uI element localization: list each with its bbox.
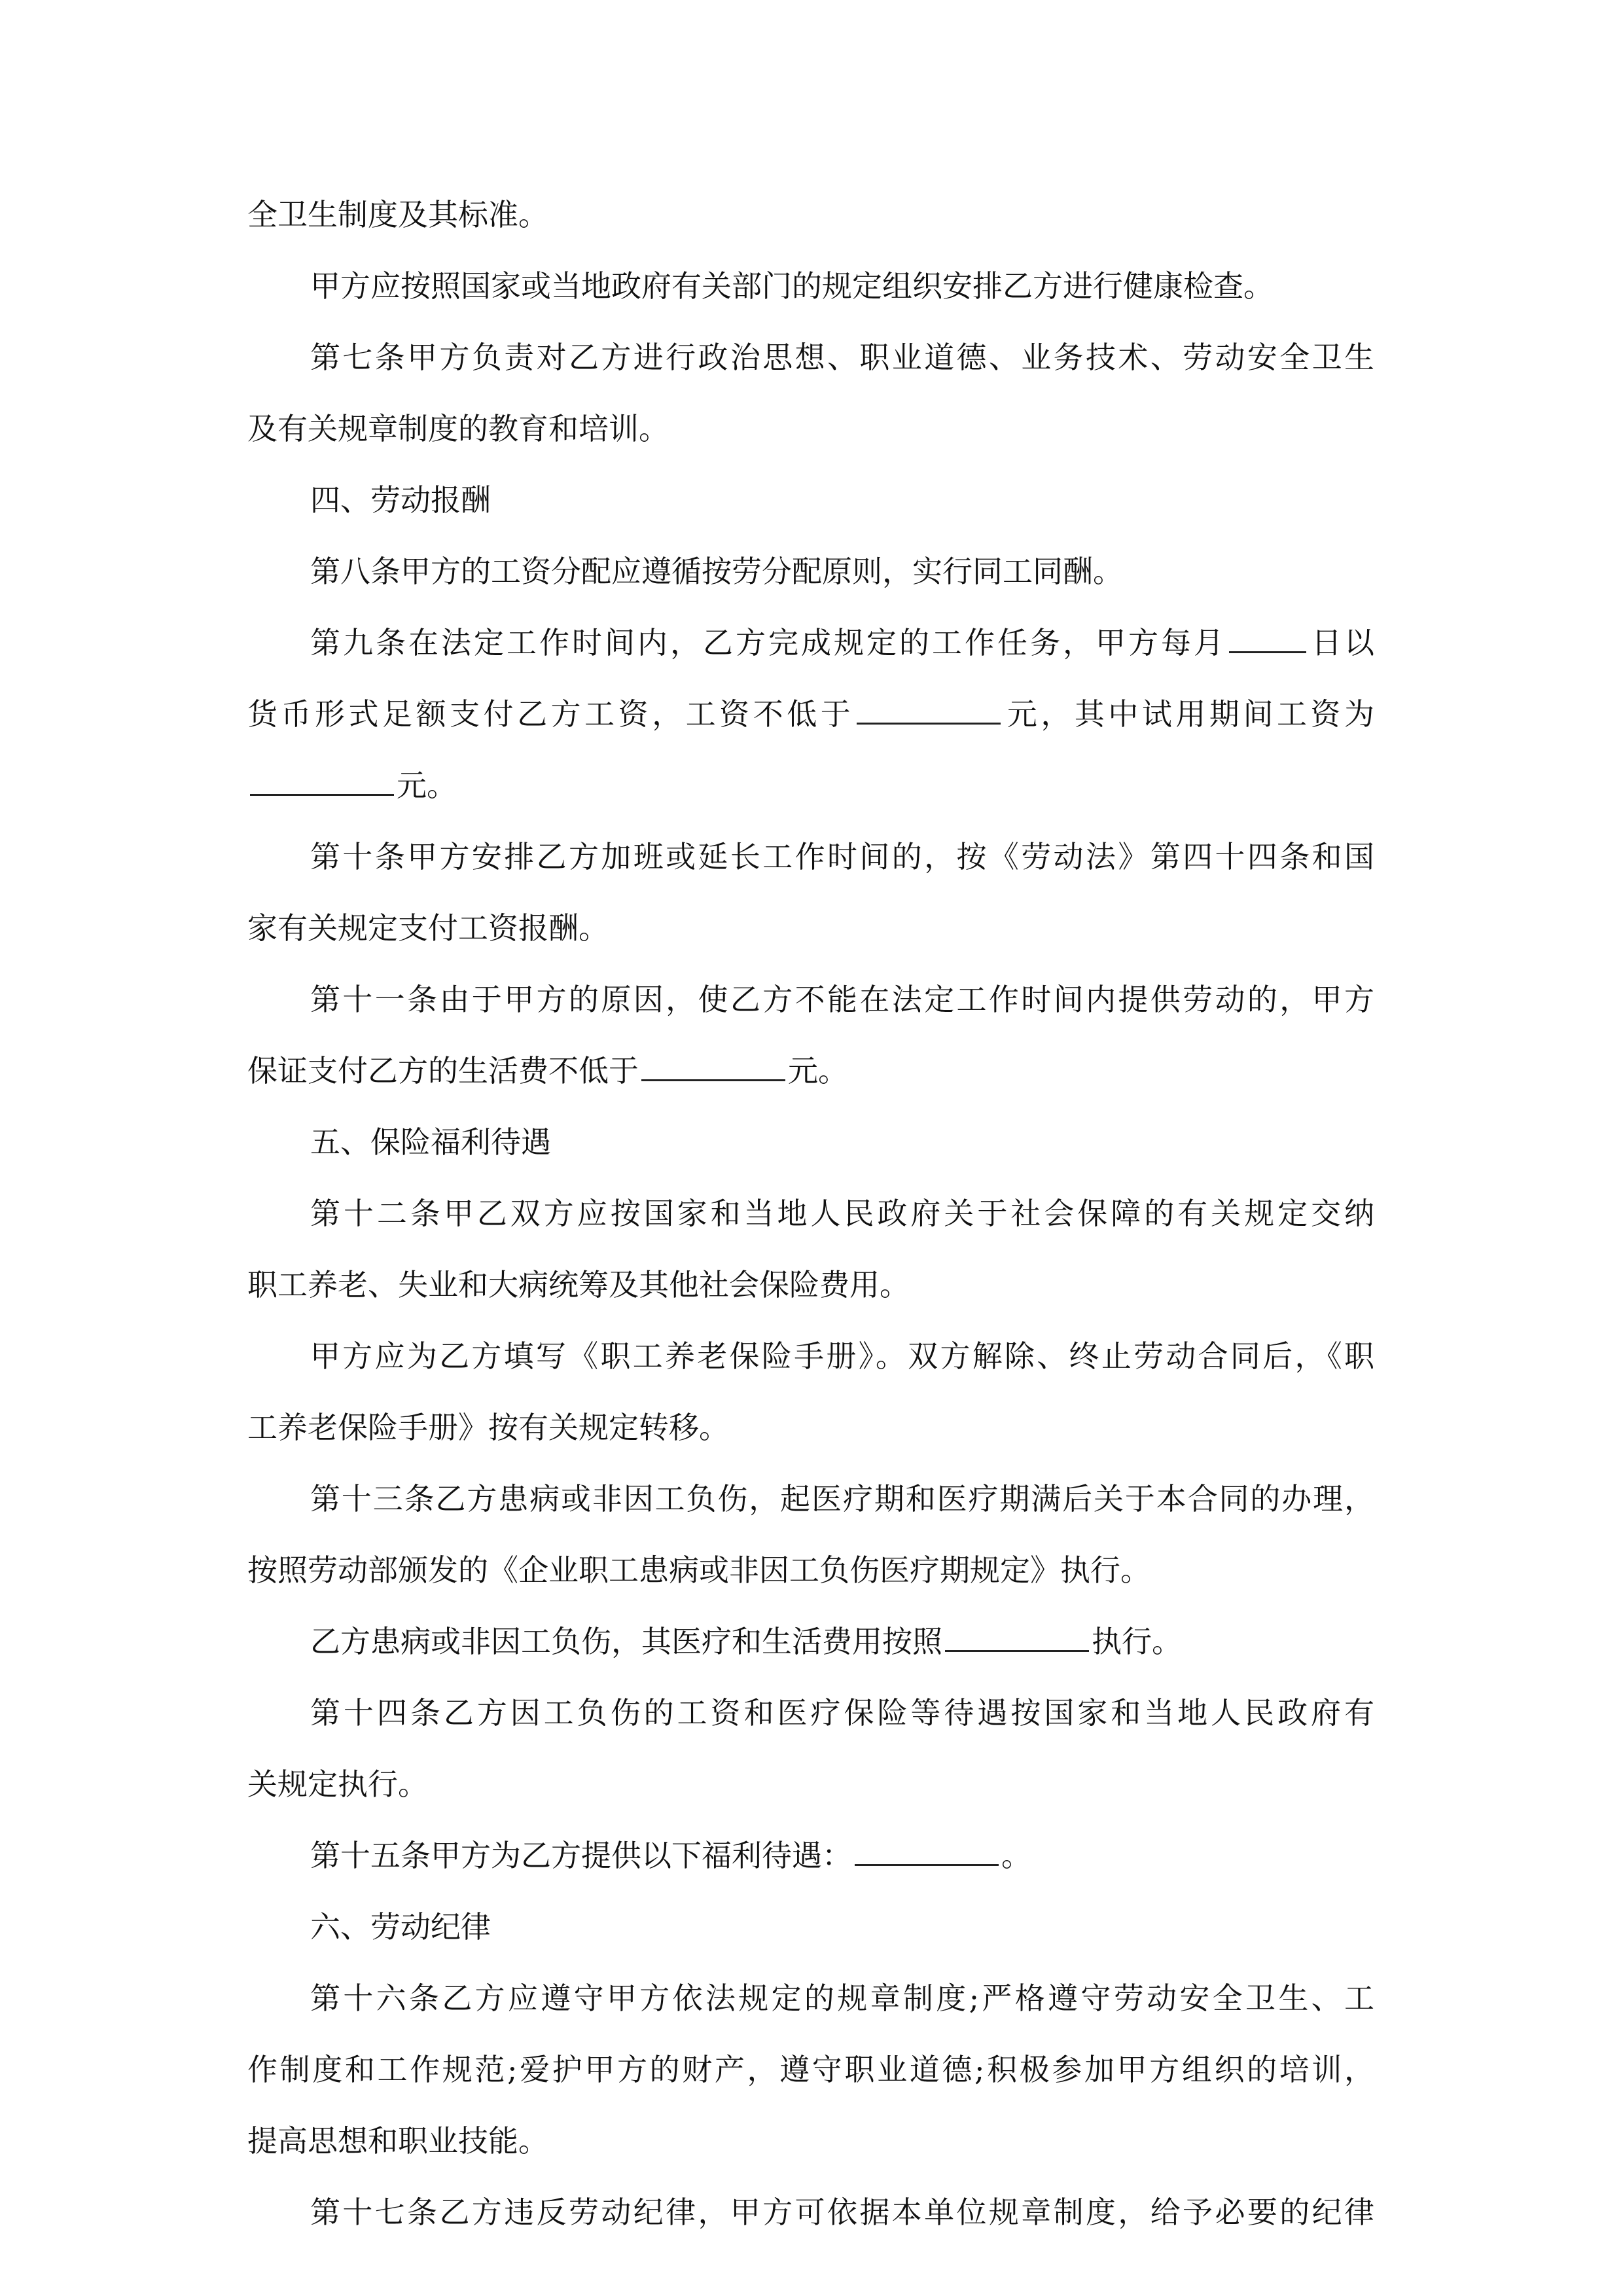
- section-heading: 五、保险福利待遇: [310, 1124, 551, 1160]
- text-line: 及有关规章制度的教育和培训。: [247, 411, 669, 446]
- text-segment: 货币形式足额支付乙方工资，工资不低于: [247, 696, 855, 732]
- text-segment: 日以: [1309, 625, 1374, 660]
- text-line: 按照劳动部颁发的《企业职工患病或非因工负伤医疗期规定》执行。: [247, 1552, 1150, 1588]
- text-segment: 元。: [397, 768, 457, 803]
- text-line: 职工养老、失业和大病统筹及其他社会保险费用。: [247, 1267, 910, 1302]
- text-line: 家有关规定支付工资报酬。: [247, 910, 609, 946]
- text-segment: 第十五条甲方为乙方提供以下福利待遇：: [310, 1838, 852, 1873]
- text-line: 第十三条乙方患病或非因工负伤，起医疗期和医疗期满后关于本合同的办理，: [310, 1481, 1374, 1516]
- text-line: 第十七条乙方违反劳动纪律，甲方可依据本单位规章制度，给予必要的纪律: [310, 2195, 1374, 2230]
- text-line: 甲方应按照国家或当地政府有关部门的规定组织安排乙方进行健康检查。: [310, 268, 1274, 304]
- fill-in-blank: [1229, 619, 1306, 653]
- text-line: [247, 689, 1374, 739]
- fill-in-blank: [641, 1047, 785, 1081]
- text-segment: 元。: [788, 1053, 848, 1088]
- section-heading: 四、劳动报酬: [310, 482, 491, 518]
- text-line: 第十四条乙方因工负伤的工资和医疗保险等待遇按国家和当地人民政府有: [310, 1695, 1374, 1731]
- text-segment: 第九条在法定工作时间内，乙方完成规定的工作任务，甲方每月: [310, 625, 1226, 660]
- text-line: 第十条甲方安排乙方加班或延长工作时间的，按《劳动法》第四十四条和国: [310, 839, 1374, 874]
- text-line: 第十一条由于甲方的原因，使乙方不能在法定工作时间内提供劳动的，甲方: [310, 982, 1374, 1017]
- text-line: 关规定执行。: [247, 1767, 428, 1802]
- fill-in-blank: [855, 1831, 999, 1866]
- text-line: [247, 1046, 1374, 1096]
- text-line: 第八条甲方的工资分配应遵循按劳分配原则，实行同工同酬。: [310, 554, 1123, 589]
- text-line: 全卫生制度及其标准。: [247, 197, 548, 232]
- fill-in-blank: [857, 690, 1001, 725]
- text-line: 第七条甲方负责对乙方进行政治思想、职业道德、业务技术、劳动安全卫生: [310, 340, 1374, 375]
- text-line: 工养老保险手册》按有关规定转移。: [247, 1410, 729, 1445]
- text-line: [247, 618, 1374, 668]
- text-segment: 元，其中试用期间工资为: [1003, 696, 1374, 732]
- text-line: 提高思想和职业技能。: [247, 2123, 548, 2159]
- text-segment: 。: [1001, 1838, 1031, 1873]
- text-line: [247, 1831, 1374, 1880]
- text-line: 作制度和工作规范;爱护甲方的财产，遵守职业道德;积极参加甲方组织的培训，: [247, 2052, 1374, 2087]
- text-segment: 执行。: [1092, 1624, 1182, 1659]
- text-line: [247, 1617, 1374, 1666]
- text-line: 第十六条乙方应遵守甲方依法规定的规章制度;严格遵守劳动安全卫生、工: [310, 1981, 1374, 2016]
- fill-in-blank: [250, 761, 394, 796]
- text-segment: 保证支付乙方的生活费不低于: [247, 1053, 639, 1088]
- text-line: 第十二条甲乙双方应按国家和当地人民政府关于社会保障的有关规定交纳: [310, 1196, 1374, 1231]
- document-page: [247, 190, 1374, 2259]
- fill-in-blank: [945, 1617, 1089, 1652]
- text-line: 甲方应为乙方填写《职工养老保险手册》。双方解除、终止劳动合同后，《职: [310, 1338, 1374, 1374]
- text-line: [247, 761, 1374, 810]
- section-heading: 六、劳动纪律: [310, 1909, 491, 1945]
- text-segment: 乙方患病或非因工负伤，其医疗和生活费用按照: [310, 1624, 942, 1659]
